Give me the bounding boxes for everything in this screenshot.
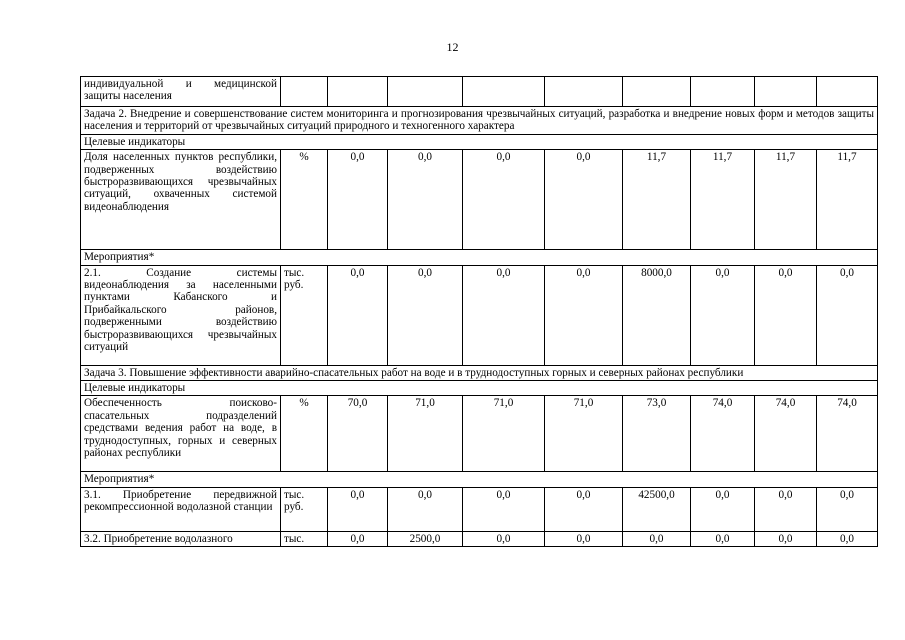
value-cell: 0,0 — [691, 531, 755, 546]
value-cell: 11,7 — [691, 150, 755, 250]
task-heading: Задача 2. Внедрение и совершенствование систем мониторинга и прогнозирования чрезвычайных ситуаций, разработка и внедрение новых форм и методов защиты населения и территорий от чрезвычайных ситуаций природного и техногенного характера — [81, 107, 878, 135]
value-cell: 74,0 — [817, 396, 878, 472]
value-cell: 0,0 — [545, 487, 623, 531]
table-row — [81, 381, 878, 396]
section-heading: Целевые индикаторы — [81, 381, 878, 396]
indicators-table — [80, 76, 878, 547]
table-row — [81, 365, 878, 380]
value-cell: 0,0 — [755, 531, 817, 546]
table-row — [81, 487, 878, 531]
unit-cell: % — [281, 396, 328, 472]
row-label: 2.1. Создание системы видеонаблюдения за населенными пунктами Кабанского и Прибайкальского районов, подверженными воздействию быстроразвивающихся чрезвычайных ситуаций — [81, 265, 281, 365]
value-cell: 0,0 — [328, 150, 388, 250]
table-row — [81, 150, 878, 250]
page-number: 12 — [446, 40, 459, 54]
value-cell: 0,0 — [545, 150, 623, 250]
value-cell: 0,0 — [545, 265, 623, 365]
value-cell: 0,0 — [817, 265, 878, 365]
value-cell: 11,7 — [623, 150, 691, 250]
value-cell: 11,7 — [817, 150, 878, 250]
value-cell: 0,0 — [817, 531, 878, 546]
value-cell: 71,0 — [545, 396, 623, 472]
row-label: индивидуальной и медицинской защиты населения — [81, 77, 281, 107]
table-row — [81, 265, 878, 365]
unit-cell: тыс. руб. — [281, 487, 328, 531]
value-cell: 11,7 — [755, 150, 817, 250]
value-cell: 0,0 — [463, 150, 545, 250]
value-cell: 8000,0 — [623, 265, 691, 365]
section-heading: Мероприятия* — [81, 472, 878, 487]
value-cell: 73,0 — [623, 396, 691, 472]
value-cell: 0,0 — [691, 487, 755, 531]
value-cell: 0,0 — [545, 531, 623, 546]
row-label: Обеспеченность поисково-спасательных подразделений средствами ведения работ на воде, в труднодоступных, горных и северных районах республики — [81, 396, 281, 472]
value-cell: 0,0 — [755, 487, 817, 531]
value-cell: 0,0 — [463, 265, 545, 365]
value-cell: 0,0 — [755, 265, 817, 365]
value-cell: 74,0 — [755, 396, 817, 472]
value-cell: 70,0 — [328, 396, 388, 472]
unit-cell: тыс. руб. — [281, 265, 328, 365]
value-cell: 2500,0 — [388, 531, 463, 546]
value-cell: 0,0 — [463, 531, 545, 546]
value-cell: 74,0 — [691, 396, 755, 472]
row-label: 3.1. Приобретение передвижной рекомпрессионной водолазной станции — [81, 487, 281, 531]
unit-cell: тыс. — [281, 531, 328, 546]
table-row — [81, 77, 878, 107]
value-cell: 0,0 — [328, 265, 388, 365]
table-row — [81, 250, 878, 265]
value-cell: 0,0 — [463, 487, 545, 531]
table-row — [81, 134, 878, 149]
task-heading: Задача 3. Повышение эффективности аварийно-спасательных работ на воде и в труднодоступных горных и северных районах республики — [81, 365, 878, 380]
table-row — [81, 396, 878, 472]
value-cell: 0,0 — [388, 265, 463, 365]
value-cell: 0,0 — [388, 487, 463, 531]
row-label: 3.2. Приобретение водолазного — [81, 531, 281, 546]
unit-cell: % — [281, 150, 328, 250]
table-row — [81, 107, 878, 135]
value-cell: 0,0 — [388, 150, 463, 250]
section-heading: Целевые индикаторы — [81, 134, 878, 149]
value-cell: 42500,0 — [623, 487, 691, 531]
table-row — [81, 531, 878, 546]
value-cell: 0,0 — [691, 265, 755, 365]
value-cell: 0,0 — [328, 531, 388, 546]
value-cell: 0,0 — [623, 531, 691, 546]
row-label: Доля населенных пунктов республики, подверженных воздействию быстроразвивающихся чрезвычайных ситуаций, охваченных системой видеонаблюдения — [81, 150, 281, 250]
table-row — [81, 472, 878, 487]
value-cell: 0,0 — [328, 487, 388, 531]
value-cell: 71,0 — [388, 396, 463, 472]
value-cell: 0,0 — [817, 487, 878, 531]
section-heading: Мероприятия* — [81, 250, 878, 265]
value-cell: 71,0 — [463, 396, 545, 472]
